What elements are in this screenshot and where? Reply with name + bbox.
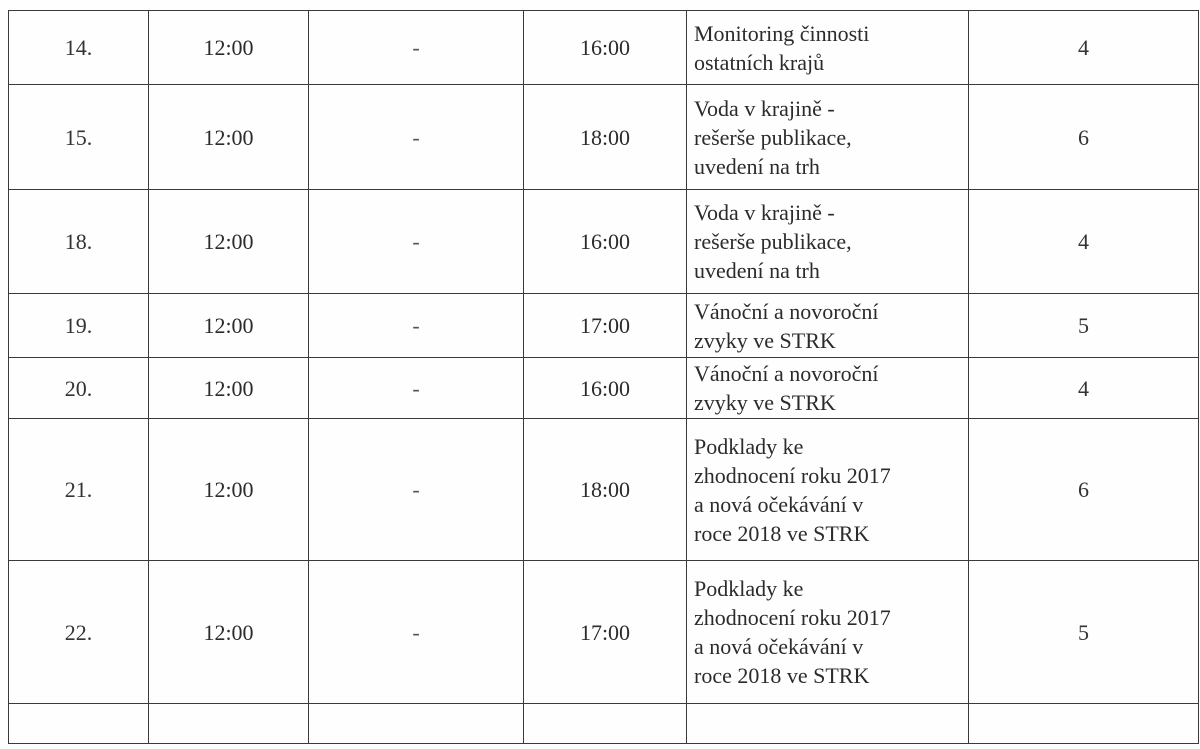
separator-cell: -: [309, 561, 524, 704]
activity-line: roce 2018 ve STRK: [694, 663, 870, 688]
day-cell: 18.: [9, 190, 149, 294]
start-time-cell: 12:00: [149, 358, 309, 419]
hours-cell: 5: [969, 294, 1199, 358]
start-time-cell: 12:00: [149, 85, 309, 190]
activity-line: Voda v krajině -: [694, 95, 835, 121]
start-time-cell: 12:00: [149, 561, 309, 704]
hours-cell: 6: [969, 85, 1199, 190]
start-time-cell: 12:00: [149, 190, 309, 294]
activity-cell: [687, 85, 969, 190]
activity-line: a nová očekávání v: [694, 634, 864, 659]
activity-line: Podklady ke: [694, 433, 804, 459]
hours-cell: 4: [969, 190, 1199, 294]
activity-line: Voda v krajině -: [694, 200, 835, 225]
activity-cell: [687, 358, 969, 419]
table-row: [9, 704, 1199, 744]
end-time-cell: 18:00: [524, 419, 687, 561]
activity-line: Monitoring činnosti: [694, 20, 870, 46]
day-cell: 20.: [9, 358, 149, 419]
separator-cell: -: [309, 358, 524, 419]
activity-line: ostatních krajů: [694, 49, 825, 75]
start-time-cell: 12:00: [149, 419, 309, 561]
table-row: [9, 190, 1199, 294]
activity-line: roce 2018 ve STRK: [694, 520, 870, 546]
separator-cell: -: [309, 85, 524, 190]
end-time-cell: 16:00: [524, 190, 687, 294]
activity-cell: [687, 561, 969, 704]
end-time-cell: [524, 704, 687, 744]
timesheet-table: [8, 10, 1199, 744]
activity-cell: [687, 294, 969, 358]
hours-cell: [969, 704, 1199, 744]
activity-cell: [687, 11, 969, 85]
table-row: [9, 11, 1199, 85]
hours-cell: 4: [969, 11, 1199, 85]
activity-line: rešerše publikace,: [694, 124, 852, 150]
timesheet-body: [9, 11, 1199, 744]
start-time-cell: 12:00: [149, 294, 309, 358]
day-cell: [9, 704, 149, 744]
activity-line: zhodnocení roku 2017: [694, 462, 891, 488]
activity-line: Vánoční a novoroční: [694, 298, 879, 324]
start-time-cell: [149, 704, 309, 744]
end-time-cell: 17:00: [524, 294, 687, 358]
table-row: [9, 85, 1199, 190]
day-cell: 15.: [9, 85, 149, 190]
activity-line: uvedení na trh: [694, 153, 820, 179]
separator-cell: -: [309, 294, 524, 358]
hours-cell: 5: [969, 561, 1199, 704]
activity-line: Podklady ke: [694, 576, 804, 601]
separator-cell: [309, 704, 524, 744]
end-time-cell: 16:00: [524, 358, 687, 419]
day-cell: 22.: [9, 561, 149, 704]
separator-cell: -: [309, 11, 524, 85]
hours-cell: 6: [969, 419, 1199, 561]
activity-line: zvyky ve STRK: [694, 390, 836, 415]
day-cell: 21.: [9, 419, 149, 561]
activity-line: zvyky ve STRK: [694, 327, 836, 353]
activity-line: rešerše publikace,: [694, 229, 852, 254]
table-row: [9, 358, 1199, 419]
end-time-cell: 17:00: [524, 561, 687, 704]
activity-cell: [687, 190, 969, 294]
separator-cell: -: [309, 419, 524, 561]
activity-line: a nová očekávání v: [694, 491, 864, 517]
activity-line: uvedení na trh: [694, 258, 820, 283]
end-time-cell: 18:00: [524, 85, 687, 190]
activity-line: zhodnocení roku 2017: [694, 605, 891, 630]
day-cell: 19.: [9, 294, 149, 358]
table-row: [9, 419, 1199, 561]
hours-cell: 4: [969, 358, 1199, 419]
day-cell: 14.: [9, 11, 149, 85]
table-row: [9, 294, 1199, 358]
activity-line: Vánoční a novoroční: [694, 361, 879, 386]
separator-cell: -: [309, 190, 524, 294]
activity-cell: [687, 704, 969, 744]
activity-cell: [687, 419, 969, 561]
end-time-cell: 16:00: [524, 11, 687, 85]
start-time-cell: 12:00: [149, 11, 309, 85]
table-row: [9, 561, 1199, 704]
